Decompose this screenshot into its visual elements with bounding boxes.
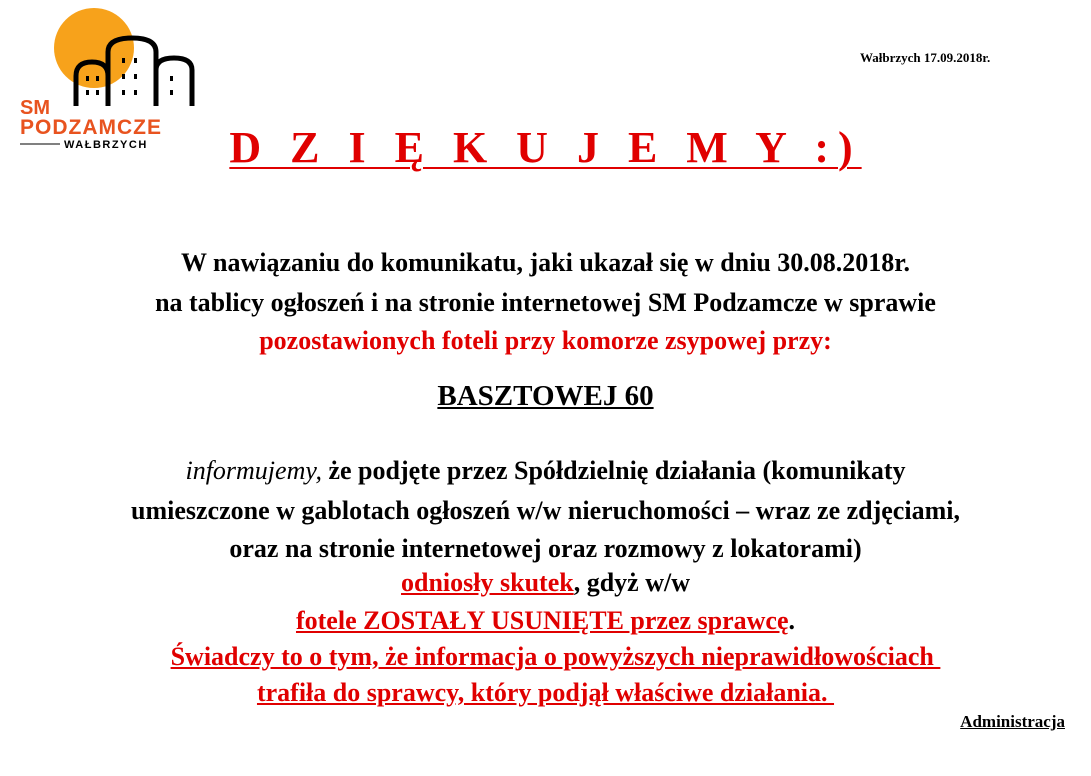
body-line-7	[0, 678, 1091, 708]
street-heading	[0, 380, 1091, 413]
logo-podzamcze-text: PODZAMCZE	[20, 116, 162, 139]
intro-line-1: W nawiązaniu do komunikatu, jaki ukazał się w dniu 30.08.2018r.	[181, 248, 910, 277]
result-phrase: odniosły skutek	[401, 568, 574, 597]
body-line-5	[0, 606, 1091, 636]
intro-line-3: pozostawionych foteli przy komorze zsypowej przy:	[259, 326, 832, 355]
title-text: D Z I Ę K U J E M Y :)	[229, 123, 862, 172]
body-line-1-rest: że podjęte przez Spółdzielnię działania (komunikaty	[321, 456, 906, 485]
body-line-2: umieszczone w gablotach ogłoszeń w/w nieruchomości – wraz ze zdjęciami,	[131, 496, 960, 525]
body-line-4-rest: , gdyż w/w	[573, 568, 690, 597]
body-line-3: oraz na stronie internetowej oraz rozmowy z lokatorami)	[229, 534, 862, 563]
body-line-6	[0, 642, 1091, 672]
conclusion-line-1: Świadczy to o tym, że informacja o powyższych nieprawidłowościach	[170, 642, 941, 671]
informujemy-word: informujemy,	[185, 456, 322, 485]
logo-sm-text: SM	[20, 97, 50, 119]
body-line-1	[0, 456, 1091, 486]
intro-line-2: na tablicy ogłoszeń i na stronie internetowej SM Podzamcze w sprawie	[155, 288, 936, 317]
page-title	[0, 122, 1091, 173]
document-date: Wałbrzych 17.09.2018r.	[860, 50, 991, 65]
signature-administracja: Administracja	[960, 712, 1065, 731]
body-line-5-rest: .	[788, 606, 795, 635]
street-name: BASZTOWEJ 60	[437, 380, 654, 412]
body-line-4	[0, 568, 1091, 598]
removed-phrase: fotele ZOSTAŁY USUNIĘTE przez sprawcę	[295, 606, 789, 635]
conclusion-line-2: trafiła do sprawcy, który podjął właściwe działania.	[256, 678, 835, 707]
logo-walbrzych-text: WAŁBRZYCH	[64, 139, 148, 151]
